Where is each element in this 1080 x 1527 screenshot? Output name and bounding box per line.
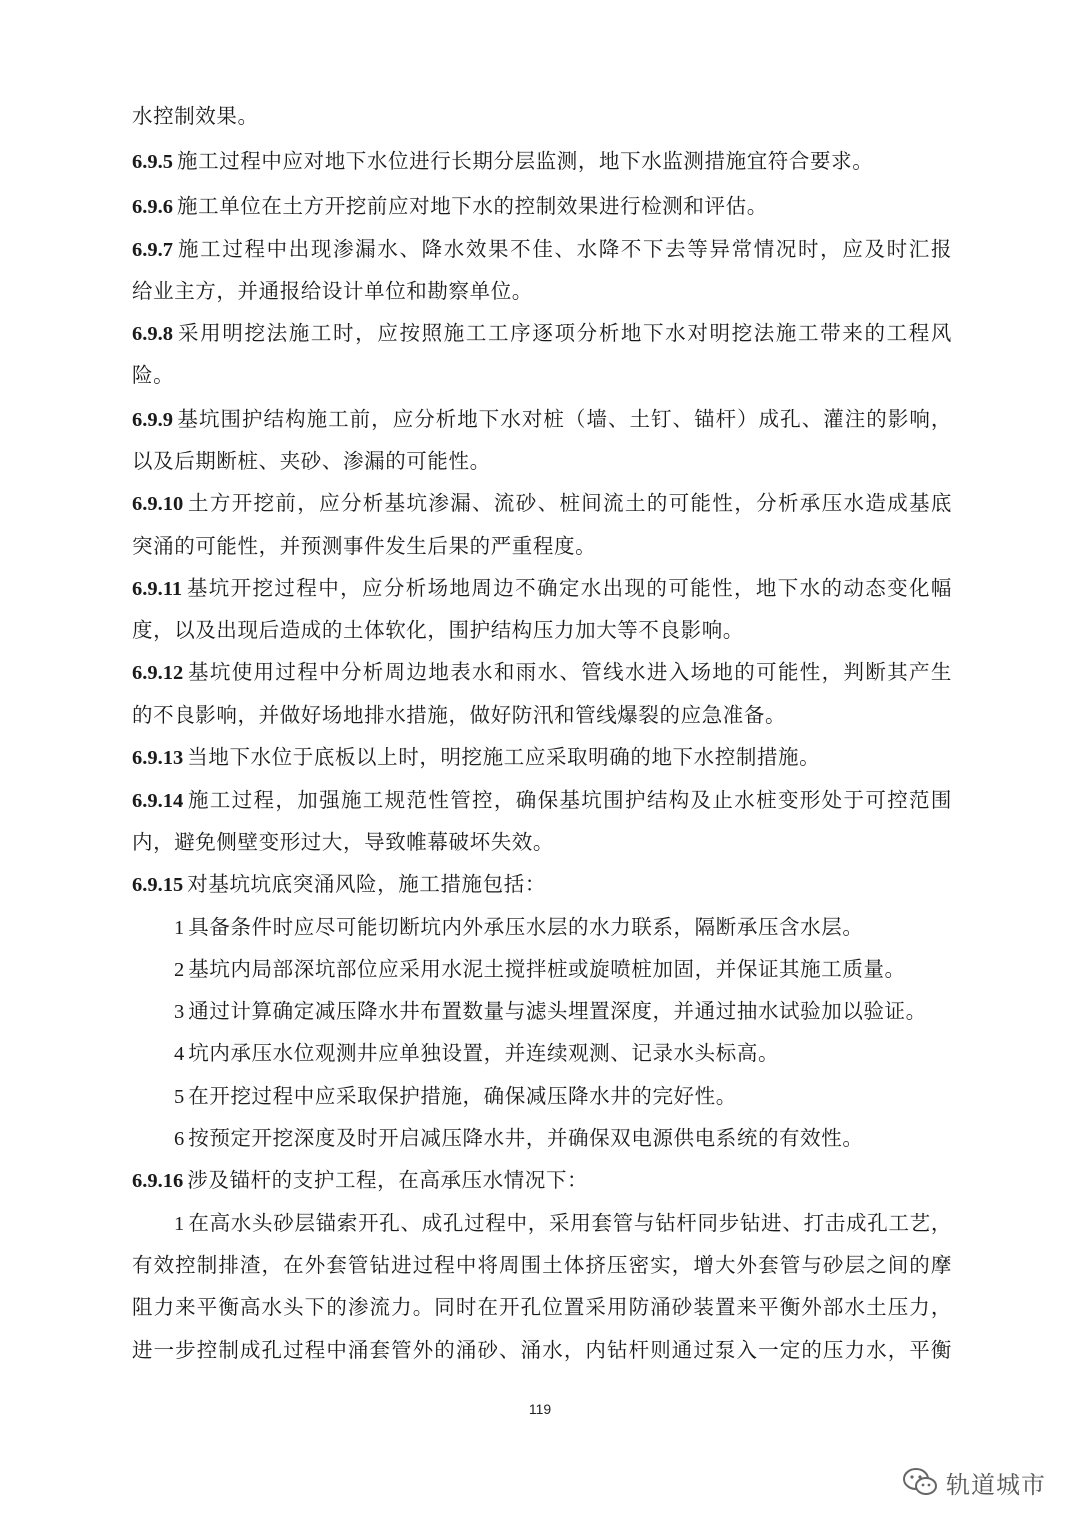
item-text: 按预定开挖深度及时开启减压降水井，并确保双电源供电系统的有效性。 bbox=[188, 1126, 864, 1150]
text-line: 阻力来平衡高水头下的渗流力。同时在开孔位置采用防涌砂装置来平衡外部水土压力， bbox=[132, 1295, 952, 1319]
text-line: 险。 bbox=[132, 363, 175, 387]
wechat-icon bbox=[902, 1467, 938, 1497]
clause-text: 施工单位在土方开挖前应对地下水的控制效果进行检测和评估。 bbox=[177, 194, 768, 218]
list-item bbox=[174, 1208, 952, 1239]
item-number: 3 bbox=[174, 1001, 185, 1023]
clause-6-9-14 bbox=[132, 785, 952, 816]
text-line: 以及后期断桩、夹砂、渗漏的可能性。 bbox=[132, 449, 491, 473]
text-line: 的不良影响，并做好场地排水措施，做好防汛和管线爆裂的应急准备。 bbox=[132, 703, 787, 727]
clause-number: 6.9.9 bbox=[132, 409, 173, 431]
clause-text: 施工过程中应对地下水位进行长期分层监测，地下水监测措施宜符合要求。 bbox=[177, 149, 874, 173]
text-line: 突涌的可能性，并预测事件发生后果的严重程度。 bbox=[132, 534, 597, 558]
clause-6-9-10 bbox=[132, 488, 952, 519]
watermark bbox=[902, 1462, 1046, 1502]
item-text: 基坑内局部深坑部位应采用水泥土搅拌桩或旋喷桩加固，并保证其施工质量。 bbox=[188, 957, 906, 981]
clause-6-9-13 bbox=[132, 742, 952, 773]
clause-text: 涉及锚杆的支护工程，在高承压水情况下： bbox=[187, 1168, 589, 1192]
item-text: 在开挖过程中应采取保护措施，确保减压降水井的完好性。 bbox=[188, 1084, 737, 1108]
list-item bbox=[174, 912, 952, 943]
list-item bbox=[174, 1081, 952, 1112]
clause-number: 6.9.12 bbox=[132, 662, 184, 684]
clause-text: 当地下水位于底板以上时，明挖施工应采取明确的地下水控制措施。 bbox=[187, 745, 821, 769]
item-number: 1 bbox=[174, 1213, 185, 1235]
clause-number: 6.9.14 bbox=[132, 790, 184, 812]
text-line: 有效控制排渣，在外套管钻进过程中将周围土体挤压密实，增大外套管与砂层之间的摩 bbox=[132, 1253, 952, 1277]
clause-6-9-12 bbox=[132, 657, 952, 688]
clause-number: 6.9.5 bbox=[132, 151, 173, 173]
clause-number: 6.9.16 bbox=[132, 1170, 184, 1192]
item-number: 5 bbox=[174, 1086, 185, 1108]
item-text: 在高水头砂层锚索开孔、成孔过程中，采用套管与钻杆同步钻进、打击成孔工艺， bbox=[188, 1211, 952, 1235]
clause-6-9-6 bbox=[132, 191, 952, 222]
clause-number: 6.9.11 bbox=[132, 578, 183, 600]
clause-text: 基坑围护结构施工前，应分析地下水对桩（墙、土钉、锚杆）成孔、灌注的影响， bbox=[177, 407, 952, 431]
clause-text: 施工过程，加强施工规范性管控，确保基坑围护结构及止水桩变形处于可控范围 bbox=[187, 788, 952, 812]
text-line: 水控制效果。 bbox=[132, 104, 259, 128]
clause-number: 6.9.7 bbox=[132, 239, 173, 261]
text-line: 内，避免侧壁变形过大，导致帷幕破坏失效。 bbox=[132, 830, 554, 854]
text-line: 给业主方，并通报给设计单位和勘察单位。 bbox=[132, 279, 533, 303]
clause-number: 6.9.6 bbox=[132, 196, 173, 218]
item-number: 6 bbox=[174, 1128, 185, 1150]
clause-text: 采用明挖法施工时，应按照施工工序逐项分析地下水对明挖法施工带来的工程风 bbox=[177, 321, 952, 345]
clause-6-9-8 bbox=[132, 318, 952, 349]
item-text: 坑内承压水位观测井应单独设置，并连续观测、记录水头标高。 bbox=[188, 1041, 780, 1065]
item-number: 1 bbox=[174, 917, 185, 939]
clause-6-9-15 bbox=[132, 869, 952, 900]
clause-6-9-5 bbox=[132, 146, 952, 177]
list-item bbox=[174, 1123, 952, 1154]
clause-6-9-7 bbox=[132, 234, 952, 265]
clause-text: 基坑使用过程中分析周边地表水和雨水、管线水进入场地的可能性，判断其产生 bbox=[187, 660, 952, 684]
clause-number: 6.9.13 bbox=[132, 747, 184, 769]
clause-text: 基坑开挖过程中，应分析场地周边不确定水出现的可能性，地下水的动态变化幅 bbox=[186, 576, 952, 600]
item-text: 通过计算确定减压降水井布置数量与滤头埋置深度，并通过抽水试验加以验证。 bbox=[188, 999, 927, 1023]
watermark-text: 轨道城市 bbox=[946, 1470, 1046, 1499]
clause-text: 土方开挖前，应分析基坑渗漏、流砂、桩间流土的可能性，分析承压水造成基底 bbox=[187, 491, 952, 515]
clause-6-9-16 bbox=[132, 1165, 952, 1196]
text-line: 进一步控制成孔过程中涌套管外的涌砂、涌水，内钻杆则通过泵入一定的压力水，平衡 bbox=[132, 1338, 952, 1362]
clause-number: 6.9.8 bbox=[132, 323, 173, 345]
clause-text: 对基坑坑底突涌风险，施工措施包括： bbox=[187, 872, 546, 896]
text-line: 度，以及出现后造成的土体软化，围护结构压力加大等不良影响。 bbox=[132, 618, 744, 642]
item-number: 2 bbox=[174, 959, 185, 981]
list-item bbox=[174, 954, 952, 985]
clause-6-9-11 bbox=[132, 573, 952, 604]
item-number: 4 bbox=[174, 1043, 185, 1065]
clause-6-9-9 bbox=[132, 404, 952, 435]
clause-number: 6.9.15 bbox=[132, 874, 184, 896]
clause-number: 6.9.10 bbox=[132, 493, 184, 515]
page-number: 119 bbox=[528, 1401, 552, 1417]
list-item bbox=[174, 996, 952, 1027]
list-item bbox=[174, 1038, 952, 1069]
item-text: 具备条件时应尽可能切断坑内外承压水层的水力联系，隔断承压含水层。 bbox=[188, 915, 864, 939]
clause-text: 施工过程中出现渗漏水、降水效果不佳、水降不下去等异常情况时，应及时汇报 bbox=[177, 237, 952, 261]
